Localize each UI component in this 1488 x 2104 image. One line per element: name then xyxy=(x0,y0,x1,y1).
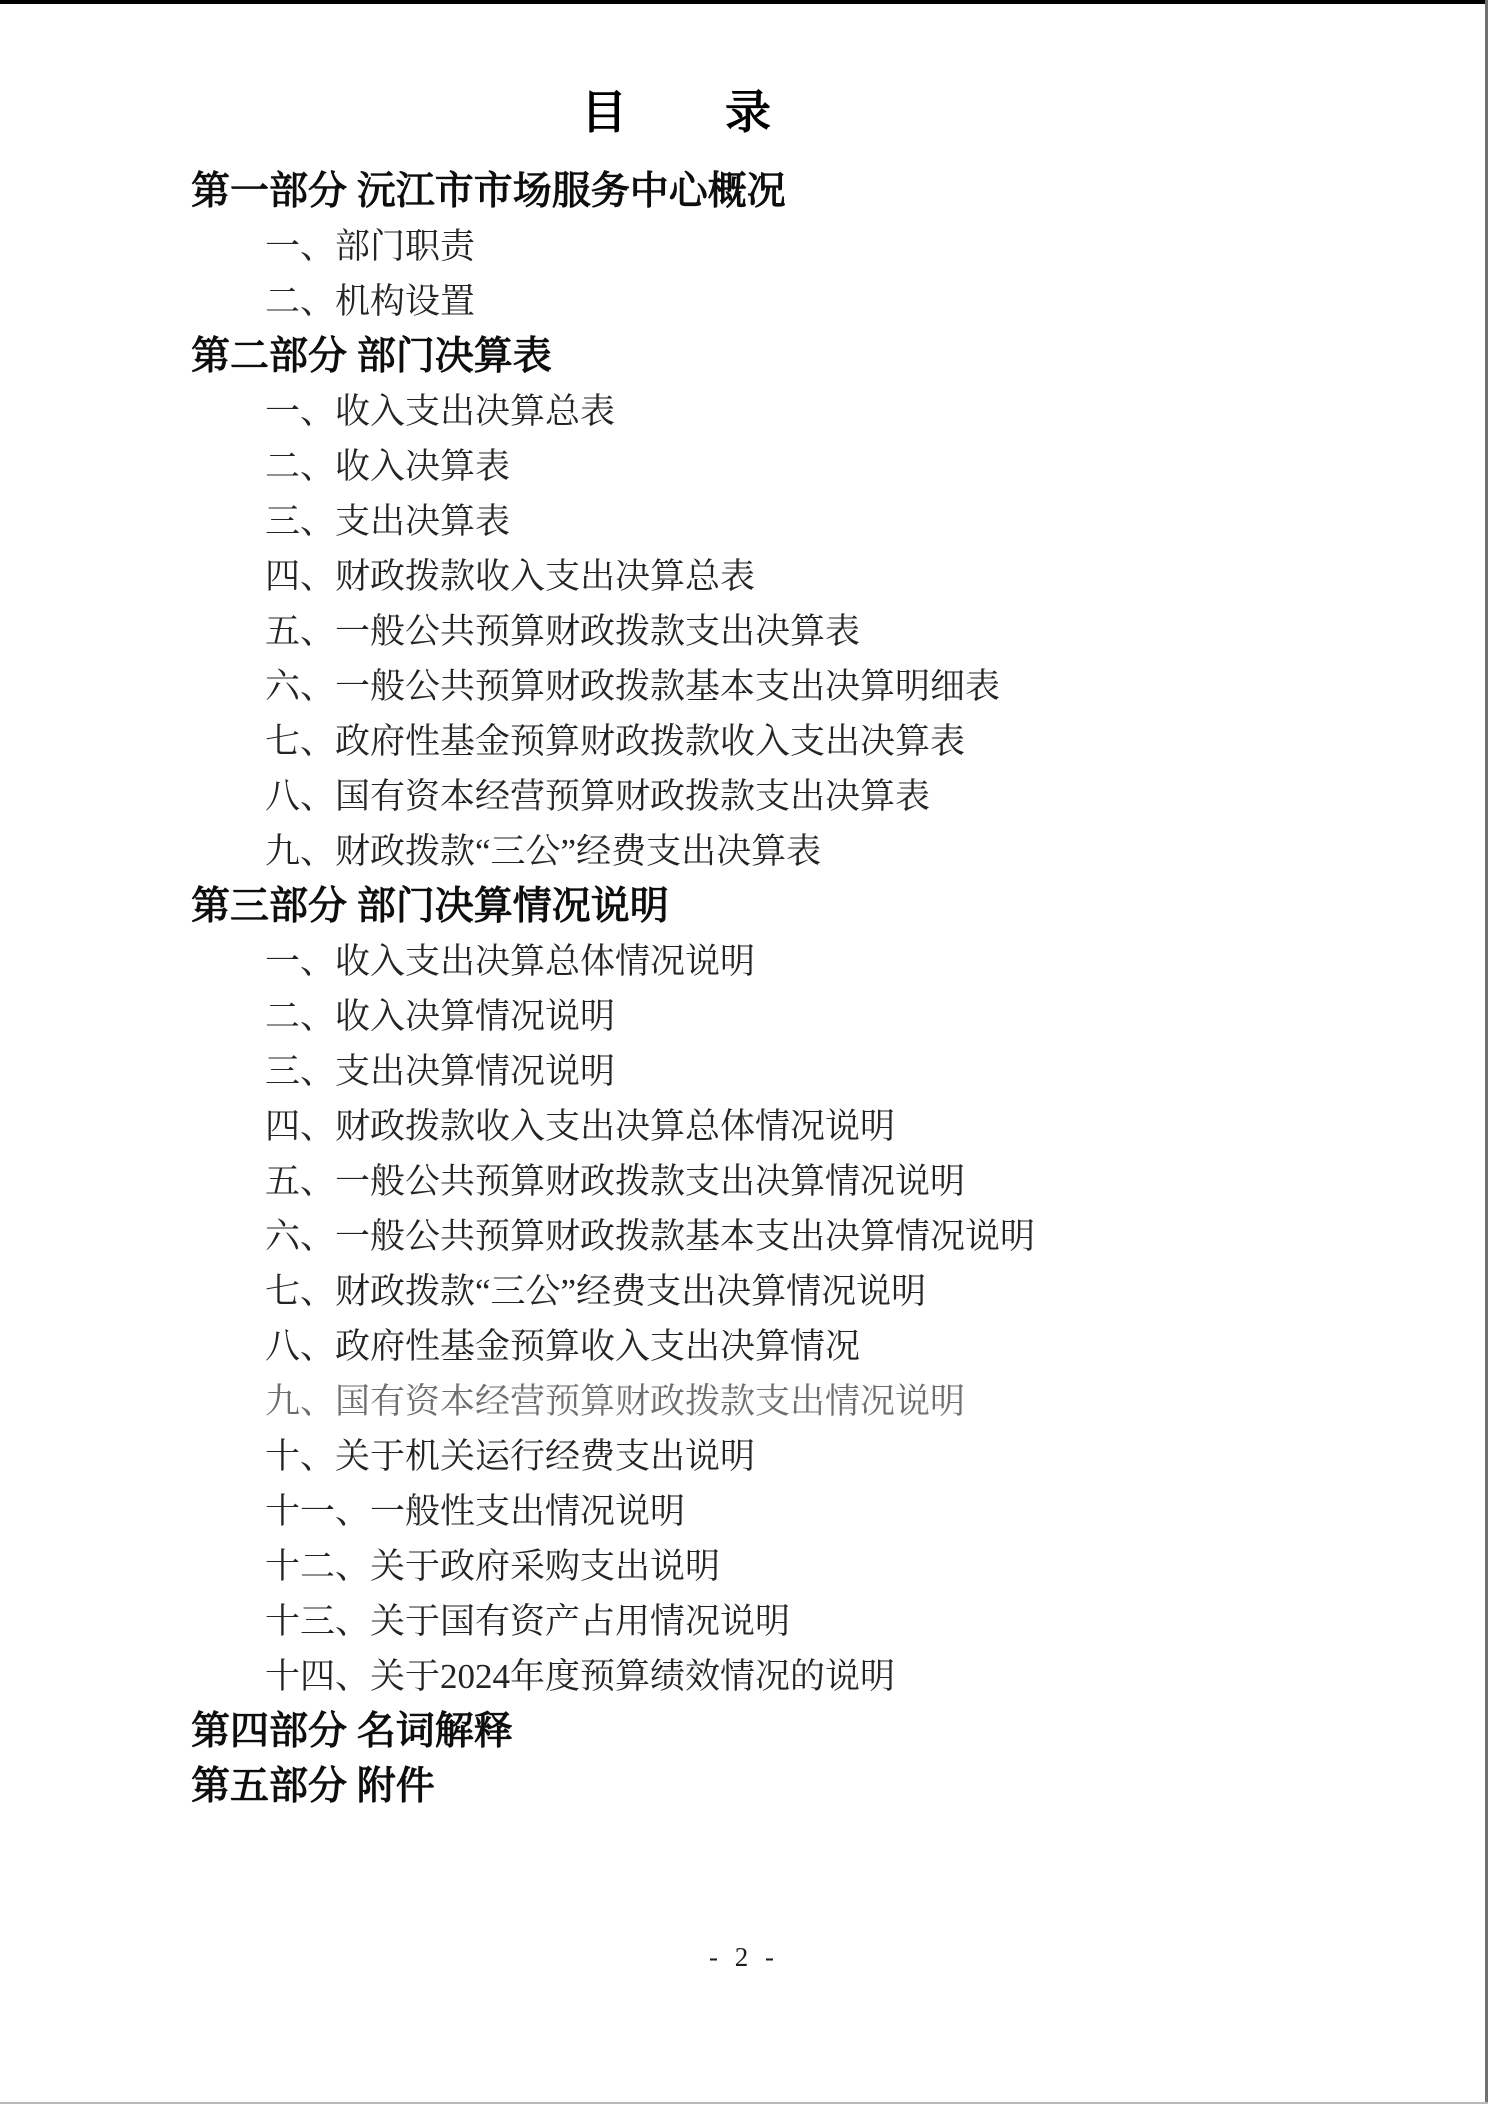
toc-item: 一、收入支出决算总表 xyxy=(265,392,616,431)
page-number: - 2 - xyxy=(709,1942,779,1972)
toc-content xyxy=(191,84,1163,1814)
toc-item: 八、政府性基金预算收入支出决算情况 xyxy=(265,1327,861,1366)
page-title: 目 录 xyxy=(581,87,773,138)
scan-border-top xyxy=(0,0,1488,4)
section-heading: 第一部分 沅江市市场服务中心概况 xyxy=(191,170,786,213)
section-heading: 第五部分 附件 xyxy=(191,1765,435,1808)
toc-item: 九、国有资本经营预算财政拨款支出情况说明 xyxy=(265,1382,966,1421)
section-heading: 第二部分 部门决算表 xyxy=(191,335,552,378)
toc-sections xyxy=(191,164,1163,1814)
toc-item: 三、支出决算情况说明 xyxy=(265,1052,616,1091)
toc-item: 十三、关于国有资产占用情况说明 xyxy=(265,1602,791,1641)
section-heading: 第三部分 部门决算情况说明 xyxy=(191,885,669,928)
toc-item: 十四、关于2024年度预算绩效情况的说明 xyxy=(265,1657,896,1696)
toc-item: 七、政府性基金预算财政拨款收入支出决算表 xyxy=(265,722,966,761)
toc-item: 二、收入决算情况说明 xyxy=(265,997,616,1036)
toc-item: 四、财政拨款收入支出决算总表 xyxy=(265,557,756,596)
toc-item: 十、关于机关运行经费支出说明 xyxy=(265,1437,756,1476)
toc-item: 十一、一般性支出情况说明 xyxy=(265,1492,686,1531)
toc-item: 六、一般公共预算财政拨款基本支出决算明细表 xyxy=(265,667,1001,706)
toc-item: 八、国有资本经营预算财政拨款支出决算表 xyxy=(265,777,931,816)
toc-item: 六、一般公共预算财政拨款基本支出决算情况说明 xyxy=(265,1217,1036,1256)
toc-item: 九、财政拨款“三公”经费支出决算表 xyxy=(265,832,822,871)
toc-item: 十二、关于政府采购支出说明 xyxy=(265,1547,721,1586)
toc-item: 一、收入支出决算总体情况说明 xyxy=(265,942,756,981)
toc-item: 七、财政拨款“三公”经费支出决算情况说明 xyxy=(265,1272,927,1311)
toc-item: 五、一般公共预算财政拨款支出决算表 xyxy=(265,612,861,651)
toc-item: 二、收入决算表 xyxy=(265,447,511,486)
toc-item: 二、机构设置 xyxy=(265,282,476,321)
toc-item: 三、支出决算表 xyxy=(265,502,511,541)
toc-item: 五、一般公共预算财政拨款支出决算情况说明 xyxy=(265,1162,966,1201)
toc-item: 四、财政拨款收入支出决算总体情况说明 xyxy=(265,1107,896,1146)
toc-item: 一、部门职责 xyxy=(265,227,476,266)
section-heading: 第四部分 名词解释 xyxy=(191,1710,513,1753)
